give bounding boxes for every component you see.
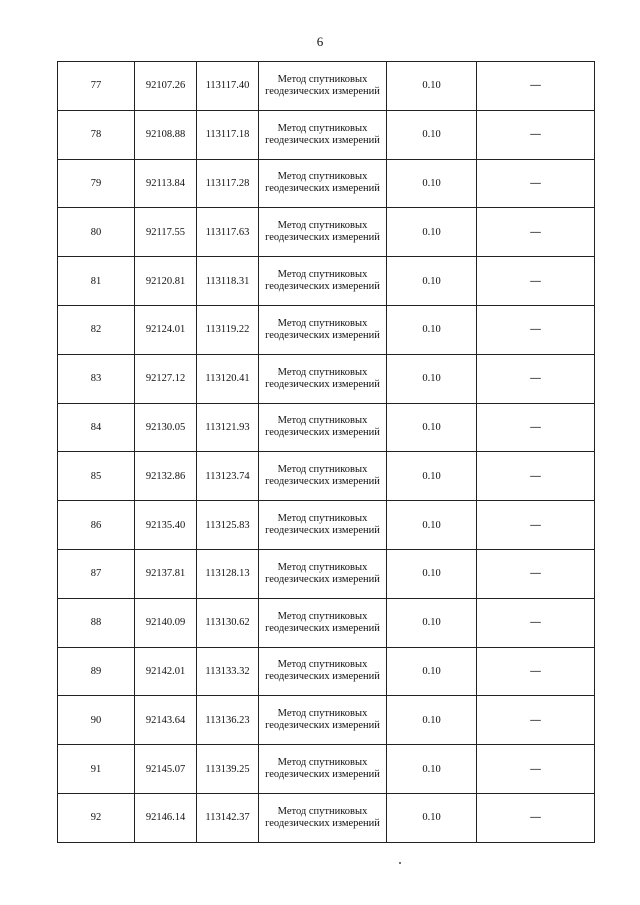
method-cell xyxy=(259,598,387,647)
scan-speck xyxy=(399,862,401,864)
x-coordinate-cell: 92124.01 xyxy=(135,305,197,354)
method-line-2: геодезических измерений xyxy=(265,720,380,732)
x-coordinate-cell: 92127.12 xyxy=(135,354,197,403)
page-number: 6 xyxy=(316,34,324,49)
method-line-1: Метод спутниковых xyxy=(277,415,368,427)
y-coordinate-cell: 113123.74 xyxy=(197,452,259,501)
point-number-cell: 92 xyxy=(58,793,135,842)
method-line-1: Метод спутниковых xyxy=(277,220,368,232)
method-line-2: геодезических измерений xyxy=(265,476,380,488)
note-cell: — xyxy=(477,403,595,452)
table-row xyxy=(58,208,595,257)
point-number-cell: 88 xyxy=(58,598,135,647)
point-number-cell: 83 xyxy=(58,354,135,403)
method-line-2: геодезических измерений xyxy=(265,134,380,146)
method-line-2: геодезических измерений xyxy=(265,427,380,439)
table-row xyxy=(58,598,595,647)
method-line-2: геодезических измерений xyxy=(265,817,380,829)
method-line-2: геодезических измерений xyxy=(265,232,380,244)
precision-cell: 0.10 xyxy=(387,598,477,647)
method-line-1: Метод спутниковых xyxy=(277,805,368,817)
note-cell: — xyxy=(477,793,595,842)
point-number-cell: 90 xyxy=(58,696,135,745)
x-coordinate-cell: 92132.86 xyxy=(135,452,197,501)
precision-cell: 0.10 xyxy=(387,501,477,550)
method-line-1: Метод спутниковых xyxy=(277,73,368,85)
note-cell: — xyxy=(477,159,595,208)
method-line-1: Метод спутниковых xyxy=(277,122,368,134)
precision-cell: 0.10 xyxy=(387,110,477,159)
method-cell xyxy=(259,501,387,550)
note-cell: — xyxy=(477,257,595,306)
point-number-cell: 85 xyxy=(58,452,135,501)
method-line-2: геодезических измерений xyxy=(265,281,380,293)
y-coordinate-cell: 113130.62 xyxy=(197,598,259,647)
x-coordinate-cell: 92135.40 xyxy=(135,501,197,550)
method-cell xyxy=(259,452,387,501)
y-coordinate-cell: 113118.31 xyxy=(197,257,259,306)
x-coordinate-cell: 92108.88 xyxy=(135,110,197,159)
y-coordinate-cell: 113117.28 xyxy=(197,159,259,208)
x-coordinate-cell: 92120.81 xyxy=(135,257,197,306)
point-number-cell: 78 xyxy=(58,110,135,159)
precision-cell: 0.10 xyxy=(387,208,477,257)
method-cell xyxy=(259,110,387,159)
y-coordinate-cell: 113136.23 xyxy=(197,696,259,745)
point-number-cell: 80 xyxy=(58,208,135,257)
method-line-2: геодезических измерений xyxy=(265,671,380,683)
method-line-1: Метод спутниковых xyxy=(277,269,368,281)
y-coordinate-cell: 113117.63 xyxy=(197,208,259,257)
note-cell: — xyxy=(477,598,595,647)
method-line-2: геодезических измерений xyxy=(265,622,380,634)
method-cell xyxy=(259,354,387,403)
method-line-1: Метод спутниковых xyxy=(277,708,368,720)
method-cell xyxy=(259,208,387,257)
note-cell: — xyxy=(477,696,595,745)
precision-cell: 0.10 xyxy=(387,793,477,842)
precision-cell: 0.10 xyxy=(387,549,477,598)
precision-cell: 0.10 xyxy=(387,354,477,403)
precision-cell: 0.10 xyxy=(387,403,477,452)
note-cell: — xyxy=(477,354,595,403)
method-cell xyxy=(259,793,387,842)
method-line-2: геодезических измерений xyxy=(265,85,380,97)
table-row xyxy=(58,745,595,794)
method-cell xyxy=(259,62,387,111)
note-cell: — xyxy=(477,305,595,354)
x-coordinate-cell: 92146.14 xyxy=(135,793,197,842)
note-cell: — xyxy=(477,452,595,501)
x-coordinate-cell: 92142.01 xyxy=(135,647,197,696)
point-number-cell: 77 xyxy=(58,62,135,111)
x-coordinate-cell: 92145.07 xyxy=(135,745,197,794)
y-coordinate-cell: 113128.13 xyxy=(197,549,259,598)
table-row xyxy=(58,501,595,550)
x-coordinate-cell: 92113.84 xyxy=(135,159,197,208)
table-row xyxy=(58,696,595,745)
method-cell xyxy=(259,647,387,696)
x-coordinate-cell: 92143.64 xyxy=(135,696,197,745)
table-row xyxy=(58,257,595,306)
method-line-2: геодезических измерений xyxy=(265,183,380,195)
method-cell xyxy=(259,159,387,208)
point-number-cell: 79 xyxy=(58,159,135,208)
note-cell: — xyxy=(477,745,595,794)
precision-cell: 0.10 xyxy=(387,159,477,208)
precision-cell: 0.10 xyxy=(387,647,477,696)
note-cell: — xyxy=(477,62,595,111)
x-coordinate-cell: 92130.05 xyxy=(135,403,197,452)
method-cell xyxy=(259,745,387,794)
method-cell xyxy=(259,403,387,452)
method-cell xyxy=(259,305,387,354)
method-line-2: геодезических измерений xyxy=(265,573,380,585)
point-number-cell: 91 xyxy=(58,745,135,794)
table-row xyxy=(58,305,595,354)
x-coordinate-cell: 92137.81 xyxy=(135,549,197,598)
y-coordinate-cell: 113120.41 xyxy=(197,354,259,403)
method-cell xyxy=(259,257,387,306)
note-cell: — xyxy=(477,647,595,696)
precision-cell: 0.10 xyxy=(387,62,477,111)
table-row xyxy=(58,403,595,452)
table-row xyxy=(58,793,595,842)
method-line-1: Метод спутниковых xyxy=(277,757,368,769)
precision-cell: 0.10 xyxy=(387,452,477,501)
y-coordinate-cell: 113117.40 xyxy=(197,62,259,111)
note-cell: — xyxy=(477,208,595,257)
method-cell xyxy=(259,549,387,598)
y-coordinate-cell: 113125.83 xyxy=(197,501,259,550)
note-cell: — xyxy=(477,549,595,598)
y-coordinate-cell: 113139.25 xyxy=(197,745,259,794)
note-cell: — xyxy=(477,501,595,550)
coordinates-table xyxy=(57,61,595,843)
method-line-2: геодезических измерений xyxy=(265,525,380,537)
table-row xyxy=(58,647,595,696)
point-number-cell: 82 xyxy=(58,305,135,354)
precision-cell: 0.10 xyxy=(387,305,477,354)
precision-cell: 0.10 xyxy=(387,696,477,745)
method-line-1: Метод спутниковых xyxy=(277,610,368,622)
method-line-2: геодезических измерений xyxy=(265,378,380,390)
method-line-1: Метод спутниковых xyxy=(277,171,368,183)
y-coordinate-cell: 113121.93 xyxy=(197,403,259,452)
point-number-cell: 84 xyxy=(58,403,135,452)
method-line-1: Метод спутниковых xyxy=(277,659,368,671)
y-coordinate-cell: 113117.18 xyxy=(197,110,259,159)
table-row xyxy=(58,110,595,159)
point-number-cell: 86 xyxy=(58,501,135,550)
y-coordinate-cell: 113142.37 xyxy=(197,793,259,842)
precision-cell: 0.10 xyxy=(387,257,477,306)
note-cell: — xyxy=(477,110,595,159)
method-line-1: Метод спутниковых xyxy=(277,464,368,476)
table-row xyxy=(58,62,595,111)
point-number-cell: 81 xyxy=(58,257,135,306)
method-line-1: Метод спутниковых xyxy=(277,366,368,378)
point-number-cell: 89 xyxy=(58,647,135,696)
table-row xyxy=(58,452,595,501)
method-line-2: геодезических измерений xyxy=(265,329,380,341)
table-row xyxy=(58,159,595,208)
method-line-1: Метод спутниковых xyxy=(277,317,368,329)
method-line-2: геодезических измерений xyxy=(265,769,380,781)
y-coordinate-cell: 113133.32 xyxy=(197,647,259,696)
method-line-1: Метод спутниковых xyxy=(277,513,368,525)
y-coordinate-cell: 113119.22 xyxy=(197,305,259,354)
method-cell xyxy=(259,696,387,745)
table-body xyxy=(58,62,595,843)
x-coordinate-cell: 92107.26 xyxy=(135,62,197,111)
x-coordinate-cell: 92140.09 xyxy=(135,598,197,647)
precision-cell: 0.10 xyxy=(387,745,477,794)
table-row xyxy=(58,549,595,598)
table-row xyxy=(58,354,595,403)
point-number-cell: 87 xyxy=(58,549,135,598)
x-coordinate-cell: 92117.55 xyxy=(135,208,197,257)
method-line-1: Метод спутниковых xyxy=(277,561,368,573)
